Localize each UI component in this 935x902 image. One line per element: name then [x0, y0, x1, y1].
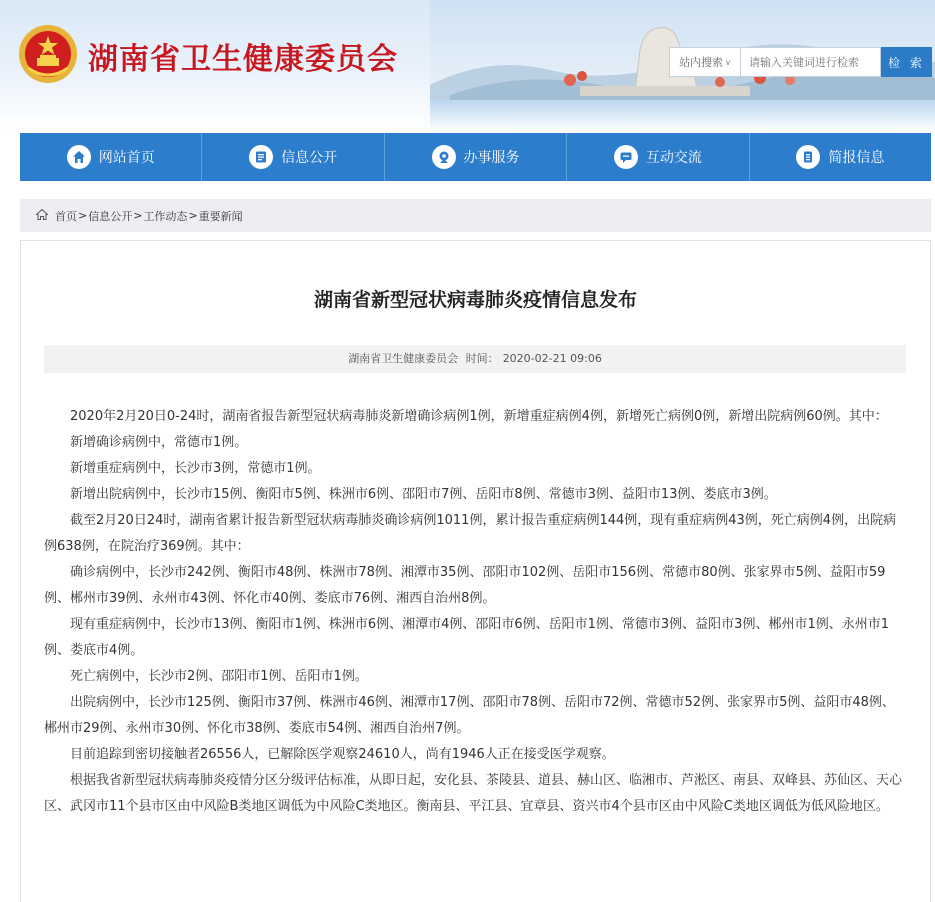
article-paragraph: 目前追踪到密切接触者26556人，已解除医学观察24610人，尚有1946人正在接受医学观察。	[70, 747, 615, 762]
nav-item-info-disclosure[interactable]	[202, 133, 384, 181]
breadcrumb-link-home[interactable]: 首页	[55, 209, 77, 223]
home-icon	[67, 145, 91, 169]
national-emblem-icon	[18, 24, 78, 84]
site-header	[0, 0, 935, 132]
article-paragraph: 2020年2月20日0-24时，湖南省报告新型冠状病毒肺炎新增确诊病例1例，新增重症病例4例，新增死亡病例0例，新增出院病例60例。其中：	[70, 409, 888, 424]
search-button[interactable]: 检 索	[881, 47, 932, 77]
nav-item-interaction[interactable]	[567, 133, 749, 181]
main-nav	[20, 133, 931, 181]
search-input[interactable]	[741, 47, 881, 77]
breadcrumb-link-info-disclosure[interactable]: 信息公开	[88, 209, 133, 223]
article-time-label: 时间：	[465, 352, 499, 365]
nav-label: 信息公开	[281, 150, 338, 166]
search-scope-select[interactable]	[669, 47, 741, 77]
search-scope-label: 站内搜索	[679, 56, 724, 69]
site-title: 湖南省卫生健康委员会	[88, 42, 398, 77]
nav-label: 简报信息	[828, 150, 885, 166]
article-container	[20, 240, 931, 902]
nav-item-briefing[interactable]	[750, 133, 931, 181]
breadcrumb-link-important-news[interactable]: 重要新闻	[198, 209, 243, 223]
chat-icon	[614, 145, 638, 169]
nav-label: 网站首页	[98, 150, 155, 166]
chevron-down-icon: ∨	[725, 57, 731, 67]
article-paragraph: 新增确诊病例中，常德市1例。	[70, 435, 248, 450]
breadcrumb-link-work-updates[interactable]: 工作动态	[143, 209, 188, 223]
article-body	[44, 404, 906, 820]
nav-item-services[interactable]	[385, 133, 567, 181]
article-title: 湖南省新型冠状病毒肺炎疫情信息发布	[313, 289, 637, 311]
article-time: 2020-02-21 09:06	[502, 352, 602, 365]
article-paragraph: 新增出院病例中，长沙市15例、衡阳市5例、株洲市6例、邵阳市7例、岳阳市8例、常德市3例、益阳市13例、娄底市3例。	[70, 487, 777, 502]
info-icon	[796, 145, 820, 169]
breadcrumb-separator: >	[133, 209, 143, 222]
article-paragraph: 新增重症病例中，长沙市3例，常德市1例。	[70, 461, 321, 476]
article-paragraph: 截至2月20日24时，湖南省累计报告新型冠状病毒肺炎确诊病例1011例，累计报告重症病例144例，现有重症病例43例，死亡病例4例，出院病例638例，在院治疗369例。其中：	[44, 513, 897, 554]
breadcrumb	[20, 199, 931, 232]
article-paragraph: 现有重症病例中，长沙市13例、衡阳市1例、株洲市6例、湘潭市4例、邵阳市6例、岳阳市1例、常德市3例、益阳市3例、郴州市1例、永州市1例、娄底市4例。	[44, 617, 889, 658]
breadcrumb-separator: >	[188, 209, 198, 222]
document-icon	[249, 145, 273, 169]
service-icon	[432, 145, 456, 169]
article-meta	[44, 345, 906, 373]
article-paragraph: 出院病例中，长沙市125例、衡阳市37例、株洲市46例、湘潭市17例、邵阳市78例、岳阳市72例、常德市52例、张家界市5例、益阳市48例、郴州市29例、永州市30例、怀化市38例、娄底市54例、湘西自治州7例。	[44, 695, 895, 736]
home-icon	[36, 209, 48, 223]
article-paragraph: 确诊病例中，长沙市242例、衡阳市48例、株洲市78例、湘潭市35例、邵阳市102例、岳阳市156例、常德市80例、张家界市5例、益阳市59例、郴州市39例、永州市43例、怀化市40例、娄底市76例、湘西自治州8例。	[44, 565, 886, 606]
nav-label: 互动交流	[645, 150, 702, 166]
search-bar	[669, 47, 932, 77]
article-source: 湖南省卫生健康委员会	[348, 352, 459, 365]
article-paragraph: 死亡病例中，长沙市2例、邵阳市1例、岳阳市1例。	[70, 669, 368, 684]
nav-label: 办事服务	[463, 150, 520, 166]
article-paragraph: 根据我省新型冠状病毒肺炎疫情分区分级评估标准，从即日起，安化县、茶陵县、道县、赫山区、临湘市、芦淞区、南县、双峰县、苏仙区、天心区、武冈市11个县市区由中风险B类地区调低为中风险C类地区。衡南县、平江县、宜章县、资兴市4个县市区由中风险C类地区调低为低风险地区。	[44, 773, 903, 814]
nav-item-home[interactable]	[20, 133, 202, 181]
breadcrumb-separator: >	[78, 209, 88, 222]
